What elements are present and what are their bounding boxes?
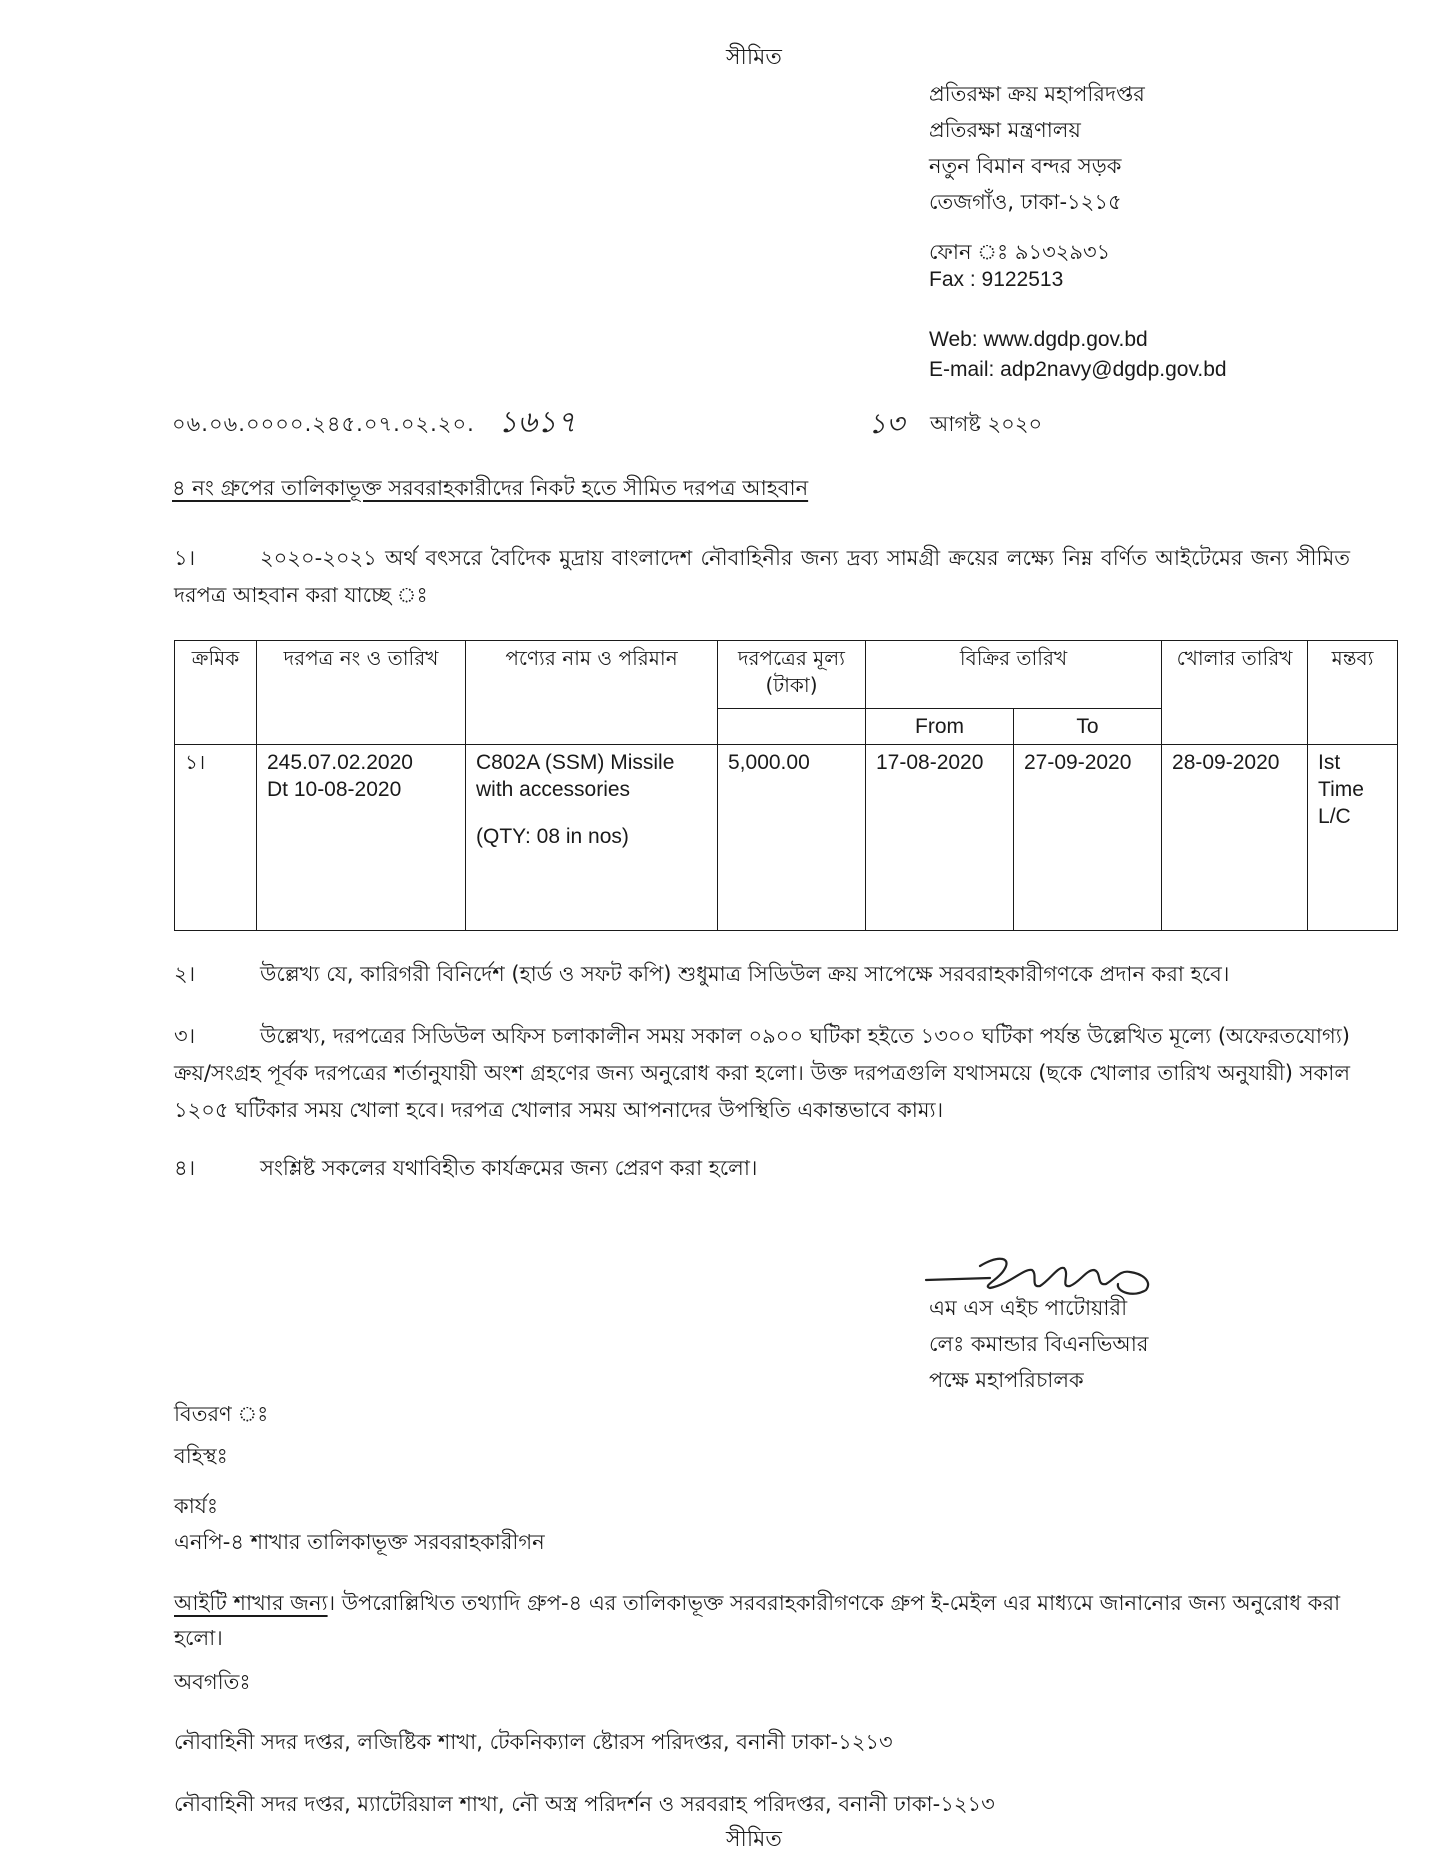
distribution-it-label: আইটি শাখার জন্য (174, 1591, 328, 1615)
classification-footer: সীমিত (726, 1827, 782, 1852)
paragraph-1-number: ১। (174, 546, 196, 570)
address-line-1: প্রতিরক্ষা ক্রয় মহাপরিদপ্তর (929, 82, 1145, 106)
paragraph-3-number: ৩। (174, 1024, 196, 1048)
signatory-title: পক্ষে মহাপরিচালক (929, 1368, 1084, 1392)
cell-remarks: Ist Time L/C (1308, 745, 1398, 931)
cell-product-name: C802A (SSM) Missile with accessories (476, 751, 675, 801)
header-tender-no: দরপত্র নং ও তারিখ (257, 641, 466, 745)
header-opening-date: খোলার তারিখ (1162, 641, 1308, 745)
classification-header: সীমিত (726, 45, 782, 70)
paragraph-3-text: উল্লেখ্য, দরপত্রের সিডিউল অফিস চলাকালীন সময় সকাল ০৯০০ ঘটিকা হইতে ১৩০০ ঘটিকা পর্যন্ত উল্লেখিত মূল্যে (অফেরতযোগ্য) ক্রয়/সংগ্রহ পূর্বক দরপত্রের শর্তানুযায়ী অংশ গ্রহণের জন্য অনুরোধ করা হলো। উক্ত দরপত্রগুলি যথাসময়ে (ছকে খোলার তারিখ অনুযায়ী) সকাল ১২০৫ ঘটিকার সময় খোলা হবে। দরপত্র খোলার সময় আপনাদের উপস্থিতি একান্তভাবে কাম্য। (174, 1024, 1350, 1122)
distribution-it-text: । উপরোল্লিখিত তথ্যাদি গ্রুপ-৪ এর তালিকাভূক্ত সরবরাহকারীগণকে গ্রুপ ই-মেইল এর মাধ্যমে জানানোর জন্য অনুরোধ করা হলো। (174, 1591, 1341, 1650)
address-fax: Fax : 9122513 (929, 268, 1064, 291)
paragraph-2-text: উল্লেখ্য যে, কারিগরী বিনির্দেশ (হার্ড ও সফট কপি) শুধুমাত্র সিডিউল ক্রয় সাপেক্ষে সরবরাহকারীগণকে প্রদান করা হবে। (260, 962, 1230, 986)
header-product: পণ্যের নাম ও পরিমান (466, 641, 718, 745)
distribution-heading: বিতরণ ঃ (174, 1402, 269, 1426)
cell-opening-date: 28-09-2020 (1162, 745, 1308, 931)
cell-serial: ১। (175, 745, 257, 931)
signatory-rank: লেঃ কমান্ডার বিএনভিআর (929, 1332, 1149, 1356)
paragraph-1 (174, 540, 1350, 614)
paragraph-4 (174, 1150, 1350, 1187)
cell-sale-from: 17-08-2020 (866, 745, 1014, 931)
subject-line: ৪ নং গ্রুপের তালিকাভূক্ত সরবরাহকারীদের নিকট হতে সীমিত দরপত্র আহবান (172, 476, 809, 500)
address-line-3: নতুন বিমান বন্দর সড়ক (929, 154, 1122, 178)
cell-sale-to: 27-09-2020 (1014, 745, 1162, 931)
reference-number: ০৬.০৬.০০০০.২৪৫.০৭.০২.২০. (172, 412, 475, 436)
header-serial: ক্রমিক (175, 641, 257, 745)
address-line-2: প্রতিরক্ষা মন্ত্রণালয় (929, 118, 1081, 142)
cell-price: 5,000.00 (718, 745, 866, 931)
distribution-it-note (174, 1586, 1350, 1656)
address-phone: ফোন ঃ ৯১৩২৯৩১ (929, 240, 1111, 264)
header-sale-date: বিক্রির তারিখ (866, 641, 1162, 709)
distribution-external: বহিস্থঃ (174, 1444, 228, 1468)
paragraph-3 (174, 1018, 1350, 1129)
reference-handwritten-number: ১৬১৭ (498, 405, 576, 440)
paragraph-1-text: ২০২০-২০২১ অর্থ বৎসরে বৈদেিক মুদ্রায় বাংলাদেশ নৌবাহিনীর জন্য দ্রব্য সামগ্রী ক্রয়ের লক্ষ্যে নিম্ন বর্ণিত আইটেমের জন্য সীমিত দরপত্র আহবান করা যাচ্ছে ঃ (174, 546, 1350, 607)
address-line-4: তেজগাঁও, ঢাকা-১২১৫ (929, 190, 1122, 214)
cell-tender-date: Dt 10-08-2020 (267, 778, 402, 801)
cell-tender-number: 245.07.02.2020 (267, 751, 413, 774)
date-month-year: আগষ্ট ২০২০ (930, 412, 1043, 436)
paragraph-4-number: ৪। (174, 1156, 196, 1180)
table-header-row (175, 641, 1398, 709)
cell-product-quantity: (QTY: 08 in nos) (476, 825, 629, 848)
distribution-action: কার্যঃ (174, 1494, 219, 1518)
distribution-action-item: এনপি-৪ শাখার তালিকাভূক্ত সরবরাহকারীগন (174, 1530, 545, 1554)
distribution-info-item-1: নৌবাহিনী সদর দপ্তর, লজিষ্টিক শাখা, টেকনিক্যাল ষ্টোরস পরিদপ্তর, বনানী ঢাকা-১২১৩ (174, 1730, 893, 1754)
header-to: To (1014, 709, 1162, 745)
address-email: E-mail: adp2navy@dgdp.gov.bd (929, 358, 1227, 381)
distribution-info-item-2: নৌবাহিনী সদর দপ্তর, ম্যাটেরিয়াল শাখা, নৌ অস্ত্র পরিদর্শন ও সরবরাহ পরিদপ্তর, বনানী ঢাকা-১২১৩ (174, 1792, 995, 1816)
header-from: From (866, 709, 1014, 745)
header-remarks: মন্তব্য (1308, 641, 1398, 745)
header-price-blank (718, 709, 866, 745)
address-web: Web: www.dgdp.gov.bd (929, 328, 1148, 351)
paragraph-2 (174, 956, 1350, 993)
date-handwritten-day: ১৩ (868, 407, 905, 440)
header-price: দরপত্রের মূল্য (টাকা) (718, 641, 866, 709)
cell-tender-no (257, 745, 466, 931)
distribution-info-heading: অবগতিঃ (174, 1670, 251, 1694)
paragraph-2-number: ২। (174, 962, 196, 986)
signatory-name: এম এস এইচ পাটোয়ারী (929, 1296, 1128, 1320)
paragraph-4-text: সংশ্লিষ্ট সকলের যথাবিহীত কার্যক্রমের জন্য প্রেরণ করা হলো। (260, 1156, 758, 1180)
table-row (175, 745, 1398, 931)
tender-table (174, 640, 1398, 931)
cell-product (466, 745, 718, 931)
